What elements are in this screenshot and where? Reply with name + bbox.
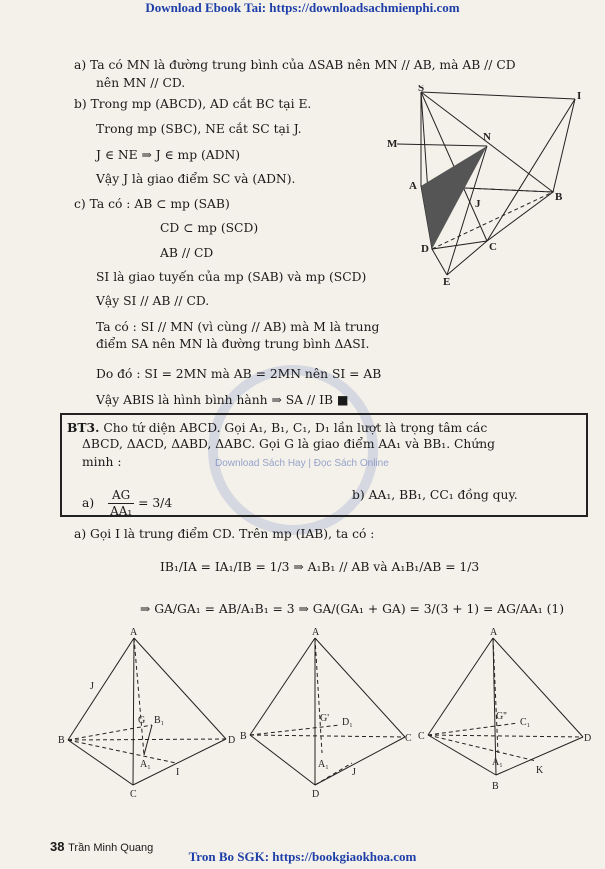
t3-label-C: C <box>418 731 425 742</box>
line-c2: CD ⊂ mp (SCD) <box>160 221 259 235</box>
t1-label-A1: A₁ <box>140 759 151 770</box>
t1-label-B1: B₁ <box>154 715 165 726</box>
t3-label-A: A <box>490 627 498 638</box>
t3-label-K: K <box>536 765 544 776</box>
exercise-a-denominator: AA₁ <box>110 504 133 518</box>
t1-label-J: J <box>90 681 94 692</box>
t2-label-D1: D₁ <box>342 717 353 728</box>
exercise-line-3: minh : <box>82 455 122 469</box>
t1-label-B: B <box>58 735 65 746</box>
line-b4: Vậy J là giao điểm SC và (ADN). <box>96 172 296 186</box>
footer-link[interactable]: Tron Bo SGK: https://bookgiaokhoa.com <box>188 849 417 864</box>
exercise-part-a <box>82 488 172 519</box>
line-c6: Ta có : SI // MN (vì cùng // AB) mà M là trung <box>96 320 380 334</box>
exercise-part-a-label: a) <box>82 496 95 510</box>
t2-label-D: D <box>312 789 320 800</box>
fig-label-E: E <box>443 276 451 288</box>
watermark-text: Download Sách Hay | Đọc Sách Online <box>215 458 389 469</box>
t1-label-D: D <box>228 735 236 746</box>
solution-line-2: IB₁/IA = IA₁/IB = 1/3 ⇒ A₁B₁ // AB và A₁B₁/AB = 1/3 <box>160 560 480 574</box>
tetrahedron-figure-1 <box>58 625 238 800</box>
t2-label-C: C <box>405 733 412 744</box>
fig-label-I: I <box>577 90 582 102</box>
line-a2: nên MN // CD. <box>96 76 186 90</box>
fig-label-N: N <box>483 131 491 143</box>
line-a1: a) Ta có MN là đường trung bình của ΔSAB nên MN // AB, mà AB // CD <box>74 58 516 72</box>
line-c9: Vậy ABIS là hình bình hành ⇒ SA // IB ■ <box>96 393 349 407</box>
line-b1: b) Trong mp (ABCD), AD cắt BC tại E. <box>74 97 312 111</box>
exercise-label: BT3. <box>67 420 100 435</box>
t3-label-C1: C₁ <box>520 717 531 728</box>
author-name: Trần Minh Quang <box>68 842 154 854</box>
exercise-part-b: b) AA₁, BB₁, CC₁ đồng quy. <box>352 488 518 502</box>
fig-label-D: D <box>421 243 429 255</box>
t2-label-J: J <box>352 767 356 778</box>
page-number: 38 <box>50 839 65 854</box>
exercise-line-2: ΔBCD, ΔACD, ΔABD, ΔABC. Gọi G là giao điểm AA₁ và BB₁. Chứng <box>82 437 496 451</box>
solution-line-1: a) Gọi I là trung điểm CD. Trên mp (IAB), ta có : <box>74 527 375 541</box>
t1-label-C: C <box>130 789 137 800</box>
line-c8: Do đó : SI = 2MN mà AB = 2MN nên SI = AB <box>96 367 382 381</box>
t2-label-B: B <box>240 731 247 742</box>
solution-line-3: ⇒ GA/GA₁ = AB/A₁B₁ = 3 ⇒ GA/(GA₁ + GA) = 3/(3 + 1) = AG/AA₁ (1) <box>140 602 565 616</box>
line-c4: SI là giao tuyến của mp (SAB) và mp (SCD) <box>96 270 367 284</box>
exercise-a-numerator: AG <box>108 488 134 504</box>
t3-label-A1: A₁ <box>492 757 503 768</box>
line-b3: J ∈ NE ⇒ J ∈ mp (ADN) <box>96 148 241 162</box>
exercise-a-rhs: = 3/4 <box>138 496 173 510</box>
line-c1: c) Ta có : AB ⊂ mp (SAB) <box>74 197 230 211</box>
t1-label-G: G <box>138 715 146 726</box>
fig-label-S: S <box>418 85 425 94</box>
line-c5: Vậy SI // AB // CD. <box>96 294 210 308</box>
fig-label-B: B <box>555 191 563 203</box>
line-b2: Trong mp (SBC), NE cắt SC tại J. <box>96 122 302 136</box>
line-c7: điểm SA nên MN là đường trung bình ΔASI. <box>96 337 370 351</box>
fig-label-J: J <box>475 198 481 210</box>
fig-label-C: C <box>489 241 497 253</box>
line-c3: AB // CD <box>160 246 214 260</box>
t2-label-G: G' <box>320 713 330 724</box>
t2-label-A1: A₁ <box>318 759 329 770</box>
tetrahedron-figure-3 <box>418 625 598 800</box>
fig-label-M: M <box>387 138 398 150</box>
t3-label-D: D <box>584 733 592 744</box>
t3-label-B: B <box>492 781 499 792</box>
fig-label-A: A <box>409 180 417 192</box>
exercise-line-1: Cho tứ diện ABCD. Gọi A₁, B₁, C₁, D₁ lần lượt là trọng tâm các <box>103 421 488 435</box>
tetrahedron-figure-2 <box>240 625 415 800</box>
pyramid-figure <box>385 85 590 290</box>
t3-label-G: G'' <box>496 711 507 722</box>
t1-label-I: I <box>176 767 180 778</box>
t2-label-A: A <box>312 627 320 638</box>
header-link[interactable]: Download Ebook Tai: https://downloadsachmienphi.com <box>145 0 460 15</box>
t1-label-A: A <box>130 627 138 638</box>
